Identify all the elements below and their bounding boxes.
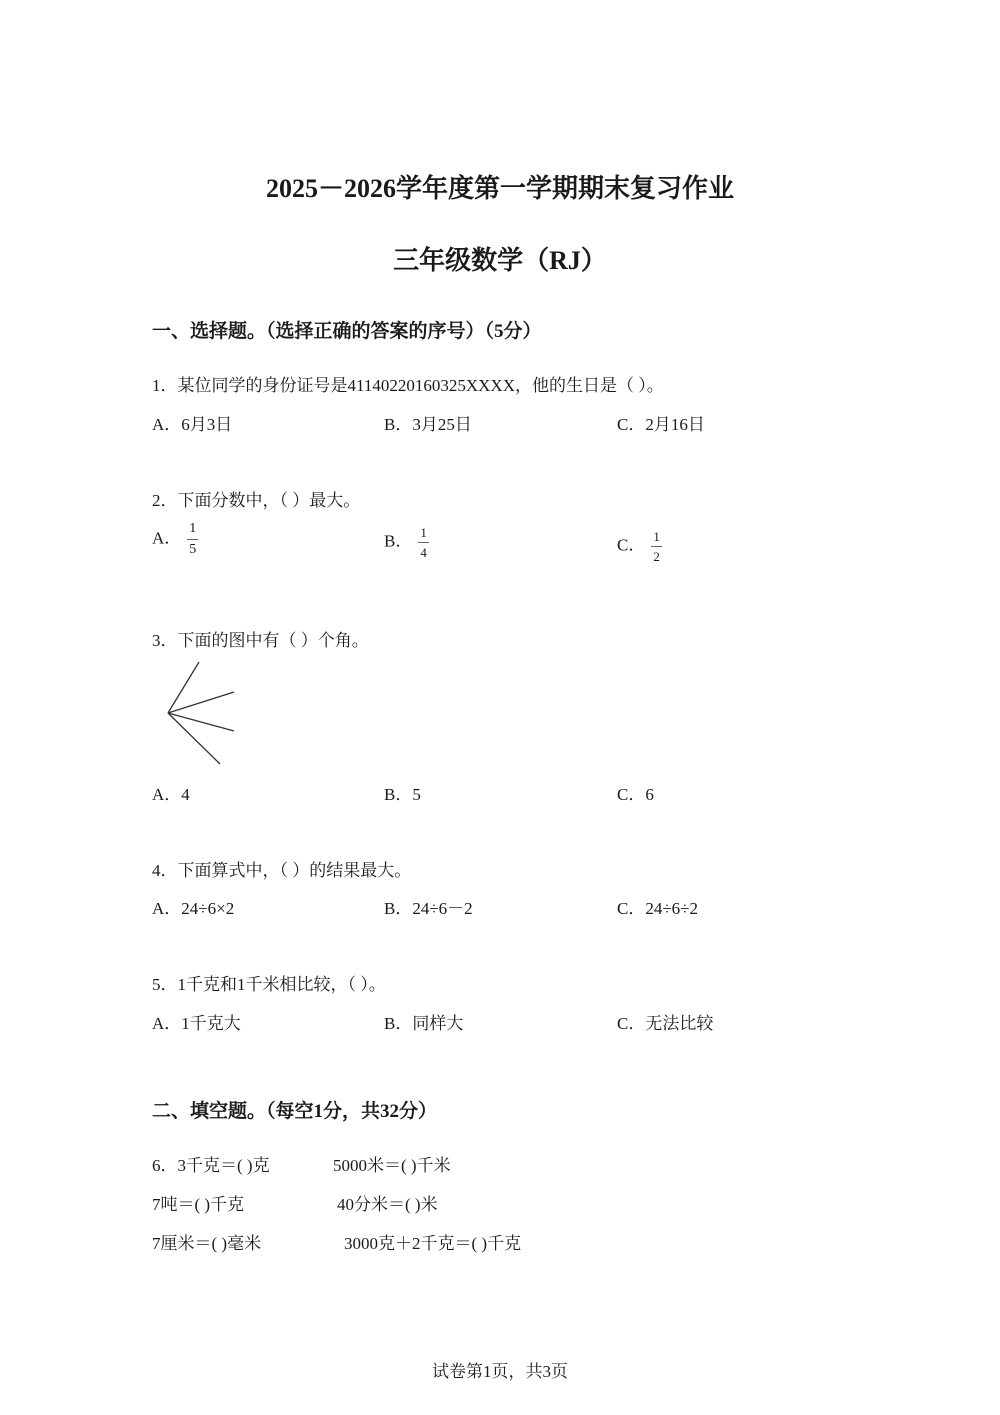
question-4-option-b: B．24÷6－2 — [384, 899, 473, 918]
question-1-option-c: C．2月16日 — [617, 415, 705, 434]
question-4-option-a: A．24÷6×2 — [152, 899, 235, 918]
ray-1 — [168, 662, 199, 713]
question-3-option-a: A．4 — [152, 785, 190, 804]
ray-2 — [168, 692, 234, 713]
question-6-line-1-b: 5000米＝( )千米 — [333, 1156, 451, 1175]
question-6-line-2-a: 7吨＝( )千克 — [152, 1195, 245, 1214]
page-footer: 试卷第1页，共3页 — [432, 1362, 568, 1381]
question-1-option-a: A．6月3日 — [152, 415, 233, 434]
fraction-one-half: $\frac{1}{2}$ — [653, 529, 660, 564]
document-subtitle: 三年级数学（RJ） — [393, 246, 607, 275]
question-4-text: 4．下面算式中，（ ）的结果最大。 — [152, 861, 412, 880]
question-4-option-c: C．24÷6÷2 — [617, 899, 698, 918]
question-1-text: 1．某位同学的身份证号是41140220160325XXXX，他的生日是（ ）。 — [152, 376, 664, 395]
fraction-one-quarter: $\frac{1}{4}$ — [420, 525, 427, 560]
question-3-option-c: C．6 — [617, 785, 654, 804]
question-5-option-c: C．无法比较 — [617, 1014, 714, 1033]
question-2-option-c — [617, 530, 662, 563]
question-5-option-a: A．1千克大 — [152, 1014, 241, 1033]
option-b-label: B． — [384, 531, 413, 551]
question-2-option-b — [384, 526, 429, 559]
option-c-label: C． — [617, 535, 646, 555]
question-6-line-3-b: 3000克＋2千克＝( )千克 — [344, 1234, 522, 1253]
fraction-one-fifth: $\frac{1}{5}$ — [189, 521, 197, 557]
question-6-line-2-b: 40分米＝( )米 — [337, 1195, 438, 1214]
angle-rays-figure — [160, 655, 250, 770]
section-heading-choice: 一、选择题。（选择正确的答案的序号）（5分） — [152, 321, 542, 342]
question-5-option-b: B．同样大 — [384, 1014, 464, 1033]
question-3-text: 3．下面的图中有（ ）个角。 — [152, 631, 369, 650]
question-6-line-1-a: 6．3千克＝( )克 — [152, 1156, 270, 1175]
question-2-text: 2．下面分数中，（ ）最大。 — [152, 491, 361, 510]
question-1-option-b: B．3月25日 — [384, 415, 472, 434]
question-6-line-3-a: 7厘米＝( )毫米 — [152, 1234, 262, 1253]
question-2-option-a — [152, 522, 198, 557]
section-heading-fill-blank: 二、填空题。（每空1分，共32分） — [152, 1101, 438, 1122]
question-3-option-b: B．5 — [384, 785, 421, 804]
question-5-text: 5．1千克和1千米相比较，（ ）。 — [152, 975, 386, 994]
option-a-label: A． — [152, 528, 182, 548]
document-title: 2025－2026学年度第一学期期末复习作业 — [265, 174, 734, 203]
